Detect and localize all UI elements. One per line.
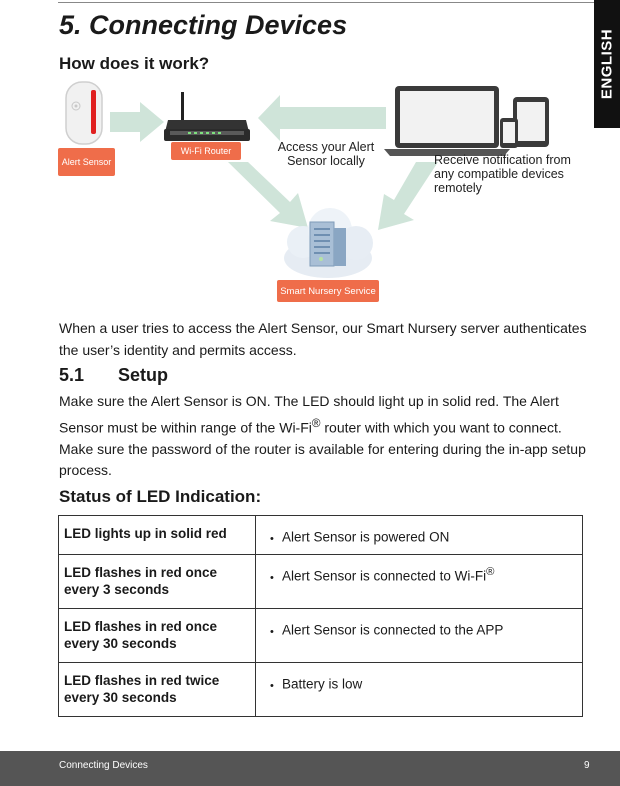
bullet-icon: • — [270, 625, 274, 638]
led-meaning-text: Alert Sensor is connected to the APP — [282, 622, 504, 638]
alert-sensor-icon — [66, 82, 102, 144]
tablet-icon — [513, 97, 549, 147]
language-tab-label: ENGLISH — [598, 28, 616, 100]
table-row — [59, 516, 583, 555]
table-row — [59, 663, 583, 717]
language-tab — [594, 0, 620, 128]
led-state-cell: LED flashes in red once every 30 seconds — [59, 609, 256, 663]
led-state-cell: LED flashes in red once every 3 seconds — [59, 555, 256, 609]
phone-icon — [500, 118, 518, 148]
led-meaning-cell — [256, 516, 583, 555]
page-footer — [0, 751, 620, 786]
setup-section-number: 5.1 — [59, 365, 85, 385]
wifi-router-icon — [164, 92, 250, 141]
led-state-cell: LED lights up in solid red — [59, 516, 256, 555]
wifi-router-label: Wi-Fi Router — [171, 142, 241, 160]
arrow-devices-to-cloud — [378, 162, 438, 230]
intro-paragraph: When a user tries to access the Alert Sensor, our Smart Nursery server authenticates the user’s identity and permits access. — [59, 320, 587, 358]
how-it-works-heading: How does it work? — [59, 54, 210, 73]
table-row — [59, 555, 583, 609]
diagram-graphics — [58, 80, 578, 312]
alert-sensor-label: Alert Sensor — [58, 148, 115, 176]
bullet-icon: • — [270, 679, 274, 692]
receive-notification-text: Receive notification from any compatible devices remotely — [434, 153, 571, 195]
led-state-cell: LED flashes in red twice every 30 seconds — [59, 663, 256, 717]
footer-section-name: Connecting Devices — [59, 760, 148, 771]
led-meaning-text: Alert Sensor is connected to Wi-Fi — [282, 568, 487, 584]
led-meaning-text: Battery is low — [282, 676, 363, 692]
led-meaning-cell — [256, 609, 583, 663]
setup-section-title: Setup — [118, 365, 169, 385]
table-row — [59, 609, 583, 663]
led-meaning-cell — [256, 663, 583, 717]
page-number: 9 — [584, 760, 590, 771]
arrow-sensor-to-router — [110, 102, 164, 142]
led-status-table — [58, 515, 583, 717]
registered-mark: ® — [311, 416, 321, 430]
header-rule — [58, 2, 595, 3]
page-title: 5. Connecting Devices — [59, 10, 348, 40]
laptop-icon — [384, 86, 510, 156]
led-status-heading: Status of LED Indication: — [59, 487, 262, 506]
led-meaning-text: Alert Sensor is powered ON — [282, 529, 450, 545]
smart-nursery-service-label: Smart Nursery Service — [277, 280, 379, 302]
setup-text-part-1: Make sure the Alert Sensor is ON. The LED should light up in solid red. The Alert Sensor must be within range of the Wi-Fi — [59, 393, 559, 436]
led-meaning-cell — [256, 555, 583, 609]
bullet-icon: • — [270, 571, 274, 584]
connection-diagram — [58, 80, 578, 312]
arrow-router-to-cloud — [228, 162, 308, 228]
meaning-superscript: ® — [486, 566, 495, 578]
bullet-icon: • — [270, 532, 274, 545]
access-locally-text: Access your Alert Sensor locally — [277, 140, 375, 168]
setup-paragraph — [59, 391, 595, 482]
arrow-devices-to-router — [258, 95, 386, 141]
setup-text-part-2: router with which you want to connect. Make sure the password of the router is available for entering during the in-app setup process. — [59, 419, 586, 479]
